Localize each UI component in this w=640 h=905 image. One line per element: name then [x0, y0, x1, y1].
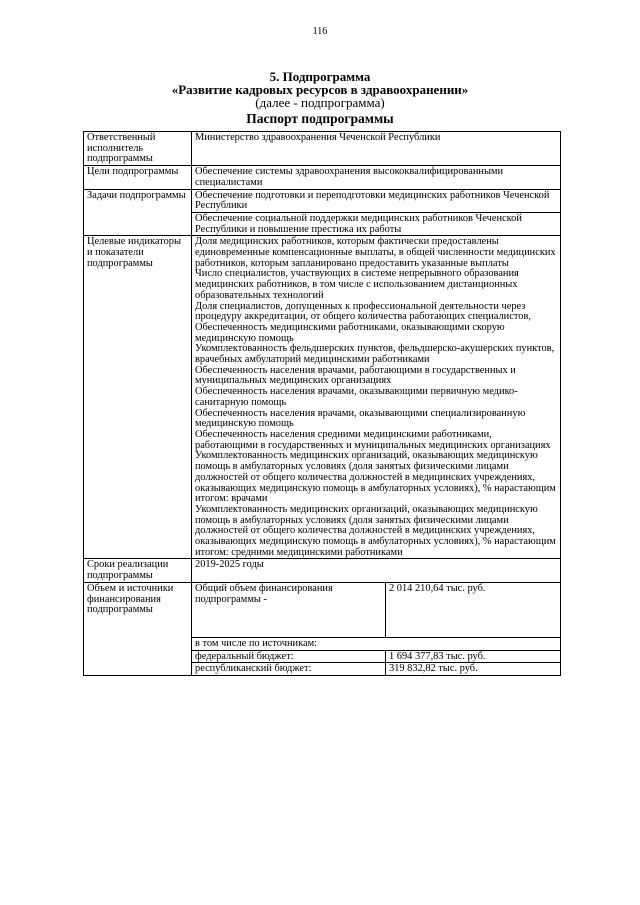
task-item: Обеспечение социальной поддержки медицинских работников Чеченской Республики и повышение престижа их работы	[192, 212, 561, 235]
table-row	[84, 132, 561, 166]
indicator-item: Доля специалистов, допущенных к профессиональной деятельности через процедуру аккредитации, от общего количества работающих специалистов,	[195, 300, 531, 323]
table-row	[84, 189, 561, 212]
indicator-item: Доля медицинских работников, которым фактически предоставлены единовременные компенсационные выплаты, в общей численности медицинских работников, которым запланировано предоставить указанные выплаты	[195, 236, 556, 269]
funding-total-label: Общий объем финансирования подпрограммы -	[192, 582, 386, 637]
subprogram-title: «Развитие кадровых ресурсов в здравоохранении»	[171, 82, 469, 97]
row-label-terms: Сроки реализации подпрограммы	[84, 559, 192, 582]
indicator-item: Укомплектованность медицинских организаций, оказывающих медицинскую помощь в амбулаторных условиях (доля занятых физическими лицами должностей от общего количества должностей в медицинских учреждениях, оказывающих медицинскую помощь в амбулаторных условиях), % нарастающим итогом: средними медицинскими работниками	[195, 503, 556, 558]
row-value-goals: Обеспечение системы здравоохранения высококвалифицированными специалистами	[192, 166, 561, 189]
table-row	[84, 166, 561, 189]
subprogram-number: 5. Подпрограмма	[269, 69, 371, 84]
indicator-item: Обеспеченность населения врачами, оказывающими первичную медико-санитарную помощь	[195, 386, 518, 408]
funding-sources-label: в том числе по источникам:	[192, 637, 561, 650]
funding-federal-label: федеральный бюджет:	[192, 650, 386, 663]
funding-total-value: 2 014 210,64 тыс. руб.	[386, 582, 561, 637]
subprogram-heading	[0, 70, 640, 109]
funding-republic-value: 319 832,82 тыс. руб.	[386, 663, 561, 676]
passport-table	[83, 131, 561, 676]
funding-republic-label: республиканский бюджет:	[192, 663, 386, 676]
indicator-item: Обеспеченность населения врачами, работающими в государственных и муниципальных медицинских организациях	[195, 364, 516, 387]
indicator-item: Укомплектованность фельдшерских пунктов, фельдшерско-акушерских пунктов, врачебных амбулаторий медицинскими работниками	[195, 343, 555, 366]
indicator-item: Обеспеченность медицинскими работниками, оказывающими скорую медицинскую помощь	[195, 321, 505, 344]
indicator-item: Число специалистов, участвующих в системе непрерывного образования медицинских работников, в том числе с использованием дистанционных образовательных технологий	[195, 268, 519, 301]
funding-federal-value: 1 694 377,83 тыс. руб.	[386, 650, 561, 663]
indicator-item: Обеспеченность населения врачами, оказывающими специализированную медицинскую помощь	[195, 407, 526, 430]
row-value-indicators	[192, 236, 561, 559]
page-number: 116	[312, 26, 328, 37]
table-row	[84, 582, 561, 637]
row-label-goals: Цели подпрограммы	[84, 166, 192, 189]
table-row	[84, 236, 561, 559]
row-label-indicators: Целевые индикаторы и показатели подпрограммы	[84, 236, 192, 559]
row-value-executor: Министерство здравоохранения Чеченской Республики	[192, 132, 561, 166]
subprogram-note: (далее - подпрограмма)	[255, 95, 385, 110]
indicator-item: Обеспеченность населения средними медицинскими работниками, работающими в государственных и муниципальных медицинских организациях	[195, 428, 551, 451]
passport-title: Паспорт подпрограммы	[246, 111, 394, 126]
indicator-item: Укомплектованность медицинских организаций, оказывающих медицинскую помощь в амбулаторных условиях (доля занятых физическими лицами должностей от общего количества должностей в медицинских учреждениях, оказывающих медицинскую помощь в амбулаторных условиях), % нарастающим итогом: врачами	[195, 450, 556, 505]
row-value-terms: 2019-2025 годы	[192, 559, 561, 582]
row-label-tasks: Задачи подпрограммы	[84, 189, 192, 236]
row-label-executor: Ответственный исполнитель подпрограммы	[84, 132, 192, 166]
task-item: Обеспечение подготовки и переподготовки медицинских работников Чеченской Республики	[192, 189, 561, 212]
table-row	[84, 559, 561, 582]
row-label-funding: Объем и источники финансирования подпрограммы	[84, 582, 192, 675]
